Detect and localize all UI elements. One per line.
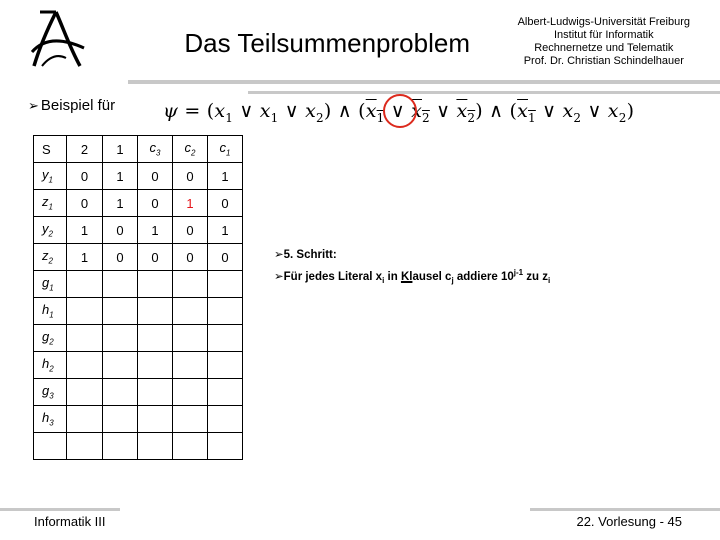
header-rule — [128, 80, 720, 84]
row-label: $g_2$ — [34, 325, 67, 352]
table-cell: 0 — [103, 217, 138, 244]
table-cell — [208, 406, 243, 433]
row-label: $y_2$ — [34, 217, 67, 244]
table-header-cell: $c_1$ — [208, 136, 243, 163]
table-cell — [67, 406, 103, 433]
table-cell: 1 — [208, 163, 243, 190]
table-cell — [173, 406, 208, 433]
table-cell — [103, 352, 138, 379]
psi-symbol: ψ — [163, 100, 179, 122]
header-rule-secondary — [248, 91, 720, 94]
table-cell: 0 — [67, 190, 103, 217]
row-label: $g_3$ — [34, 379, 67, 406]
table-cell — [173, 379, 208, 406]
institution-line: Institut für Informatik — [553, 29, 654, 41]
institution-line: Rechnernetze und Telematik — [534, 42, 674, 54]
table-header-cell: 2 — [67, 136, 103, 163]
example-label — [28, 97, 115, 114]
table-cell — [138, 352, 173, 379]
table-cell: 0 — [208, 190, 243, 217]
table-cell — [173, 352, 208, 379]
arrow-bullet-icon: ➢ — [274, 247, 284, 261]
table-cell: 1 — [67, 244, 103, 271]
table-header-label: S — [34, 136, 67, 163]
row-label — [34, 433, 67, 460]
table-cell: 0 — [208, 244, 243, 271]
footer-rule-right — [530, 508, 720, 511]
row-label: $y_1$ — [34, 163, 67, 190]
institution-block — [518, 16, 690, 68]
table-cell — [208, 298, 243, 325]
row-label: $h_2$ — [34, 352, 67, 379]
table-row — [34, 271, 243, 298]
table-cell — [208, 271, 243, 298]
table-cell: 1 — [138, 217, 173, 244]
table-header-cell: 1 — [103, 136, 138, 163]
table-cell: 1 — [103, 190, 138, 217]
table-cell: 0 — [173, 244, 208, 271]
table-cell — [173, 271, 208, 298]
footer-page: 22. Vorlesung - 45 — [576, 514, 682, 529]
table-row — [34, 406, 243, 433]
table-cell — [67, 298, 103, 325]
table-header-row — [34, 136, 243, 163]
table-row — [34, 352, 243, 379]
table-row — [34, 244, 243, 271]
table-cell — [138, 271, 173, 298]
row-label: $h_1$ — [34, 298, 67, 325]
table-cell — [173, 325, 208, 352]
institution-line: Albert-Ludwigs-Universität Freiburg — [517, 16, 690, 28]
table-cell: 1 — [173, 190, 208, 217]
table-cell: 1 — [208, 217, 243, 244]
table-cell: 0 — [67, 163, 103, 190]
table-row — [34, 379, 243, 406]
table-cell — [173, 433, 208, 460]
institution-line: Prof. Dr. Christian Schindelhauer — [523, 55, 684, 67]
table-cell: 0 — [103, 244, 138, 271]
table-cell — [103, 433, 138, 460]
table-cell: 0 — [173, 217, 208, 244]
arrow-bullet-icon: ➢ — [274, 268, 284, 283]
university-logo — [26, 8, 86, 70]
equals-sign: = — [184, 100, 201, 122]
step-description — [274, 246, 550, 289]
row-label: $z_2$ — [34, 244, 67, 271]
table-cell — [138, 298, 173, 325]
table-row — [34, 163, 243, 190]
table-cell: 0 — [138, 163, 173, 190]
table-cell — [138, 379, 173, 406]
subset-sum-table — [33, 135, 243, 460]
table-cell — [103, 325, 138, 352]
step-title: ➢5. Schritt: — [274, 247, 337, 261]
table-cell — [208, 325, 243, 352]
footer-rule — [0, 508, 120, 511]
table-cell — [138, 406, 173, 433]
row-label: $z_1$ — [34, 190, 67, 217]
table-cell — [103, 406, 138, 433]
table-cell — [103, 271, 138, 298]
step-rule: ➢Für jedes Literal $x_i$ in Klausel $c_j$ addiere 10$^{j-1}$ zu $z_i$ — [274, 268, 551, 286]
row-label: $g_1$ — [34, 271, 67, 298]
table-header-cell: $c_3$ — [138, 136, 173, 163]
table-cell — [67, 352, 103, 379]
table-cell — [67, 379, 103, 406]
page-title: Das Teilsummenproblem — [184, 28, 470, 58]
table-cell: 1 — [67, 217, 103, 244]
example-label-text: Beispiel für — [40, 97, 116, 114]
table-cell: 1 — [103, 163, 138, 190]
table-cell — [67, 325, 103, 352]
table-row — [34, 217, 243, 244]
table-cell — [173, 298, 208, 325]
table-cell — [208, 352, 243, 379]
cnf-formula: $\psi = (x_1$ ∨ $x_1$ ∨ $x_2$) ∧ ($x_1$ ∨ $x_2$ ∨ $x_2$) ∧ ($x_1$ ∨ $x_2$ ∨ $x_2$) — [163, 100, 635, 125]
table-cell — [67, 271, 103, 298]
table-cell — [208, 379, 243, 406]
table-cell — [208, 433, 243, 460]
table-header-cell: $c_2$ — [173, 136, 208, 163]
table-cell — [103, 298, 138, 325]
table-cell: 0 — [138, 190, 173, 217]
table-row — [34, 298, 243, 325]
table-cell — [138, 433, 173, 460]
highlight-circle — [383, 94, 417, 128]
table-cell — [103, 379, 138, 406]
row-label: $h_3$ — [34, 406, 67, 433]
footer-course: Informatik III — [34, 514, 106, 529]
arrow-bullet-icon: ➢ — [28, 99, 39, 114]
table-row — [34, 433, 243, 460]
table-row — [34, 190, 243, 217]
table-cell — [67, 433, 103, 460]
table-cell: 0 — [138, 244, 173, 271]
table-row — [34, 325, 243, 352]
table-cell — [138, 325, 173, 352]
table-cell: 0 — [173, 163, 208, 190]
